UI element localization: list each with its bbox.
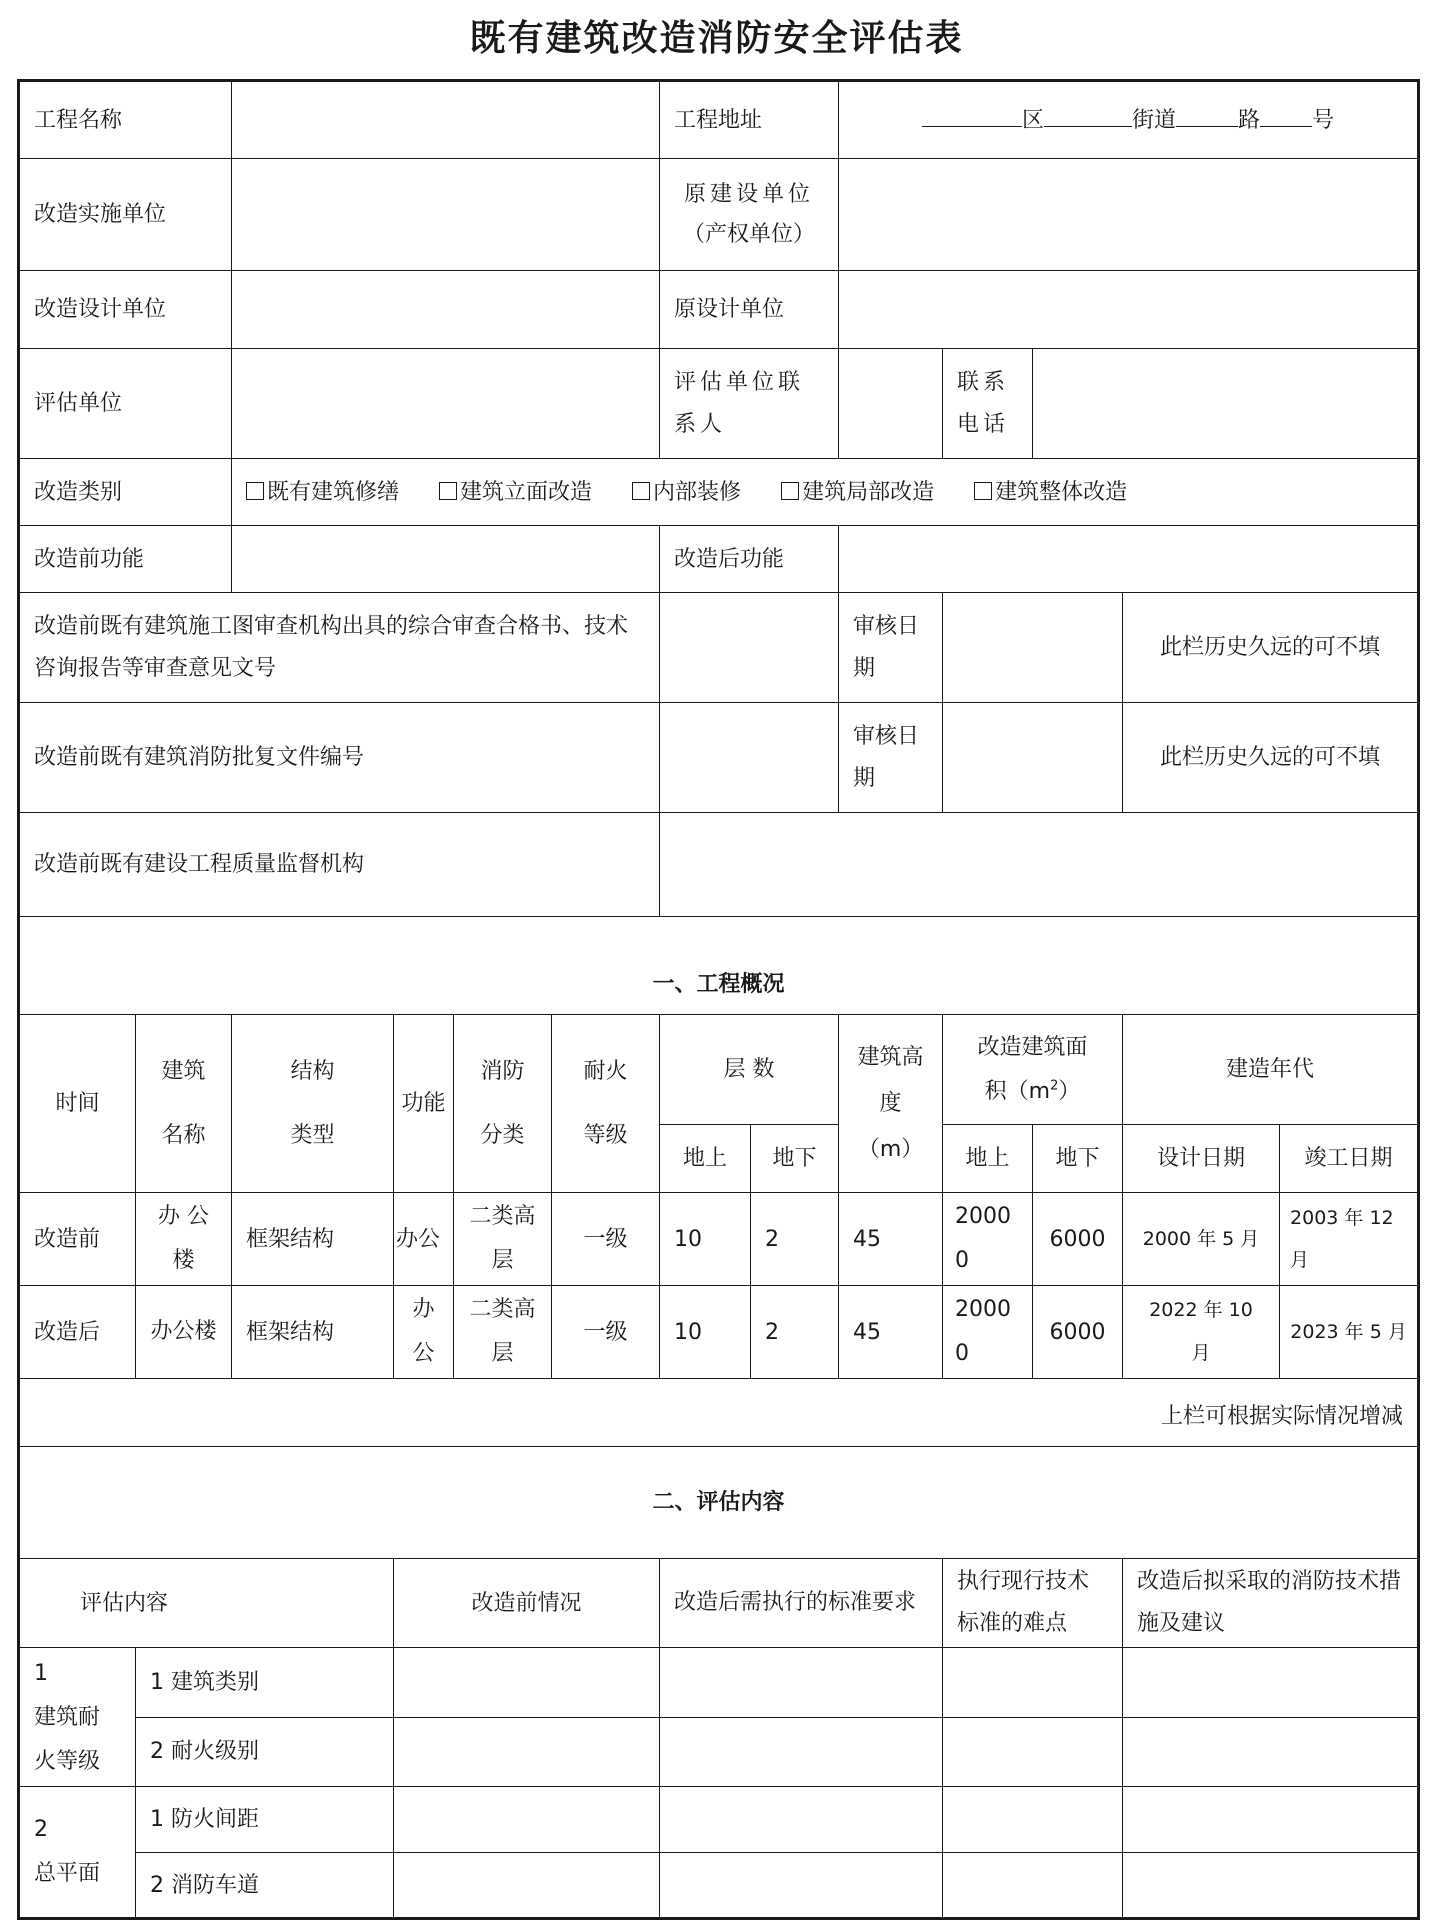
eval-measures-header: 改造后拟采取的消防技术措施及建议 <box>1123 1559 1419 1648</box>
col-area-header: 改造建筑面 积$(m^2)$ <box>943 1015 1123 1125</box>
cell-function: 办公 <box>394 1286 454 1379</box>
eval-contact-value[interactable] <box>839 349 943 459</box>
assessment-table <box>17 79 1420 1920</box>
checkbox[interactable] <box>246 482 264 500</box>
col-era-header: 建造年代 <box>1123 1015 1419 1125</box>
review-cert-value[interactable] <box>660 593 839 703</box>
impl-unit-value[interactable] <box>232 159 660 271</box>
project-name-label: 工程名称 <box>19 81 232 159</box>
fire-approval-value[interactable] <box>660 703 839 813</box>
cell-time: 改造前 <box>19 1193 136 1286</box>
renov-option-whole[interactable]: 建筑整体改造 <box>974 480 1127 505</box>
eval-item-fire-grade: 2 耐火级别 <box>136 1717 394 1787</box>
eval-cell[interactable] <box>660 1787 943 1853</box>
checkbox[interactable] <box>974 482 992 500</box>
table-row <box>19 1717 1419 1787</box>
fire-approval-note: 此栏历史久远的可不填 <box>1123 703 1419 813</box>
eval-cell[interactable] <box>1123 1648 1419 1718</box>
eval-unit-value[interactable] <box>232 349 660 459</box>
cell-design-date: 2000 年 5 月 <box>1123 1193 1280 1286</box>
cell-floors-below: 2 <box>751 1286 839 1379</box>
table-row <box>19 1648 1419 1718</box>
eval-cell[interactable] <box>943 1648 1123 1718</box>
renov-option-facade[interactable]: 建筑立面改造 <box>439 480 592 505</box>
phone-value[interactable] <box>1033 349 1419 459</box>
eval-cell[interactable] <box>394 1853 660 1919</box>
renov-option-interior[interactable]: 内部装修 <box>632 480 741 505</box>
quality-agency-value[interactable] <box>660 813 1419 917</box>
eval-unit-label: 评估单位 <box>19 349 232 459</box>
section1-note: 上栏可根据实际情况增减 <box>19 1379 1419 1447</box>
cell-function: 办公 <box>394 1193 454 1286</box>
cell-area-above: 20000 <box>943 1193 1033 1286</box>
orig-design-label: 原设计单位 <box>660 271 839 349</box>
eval-cell[interactable] <box>394 1648 660 1718</box>
col-floors-above-header: 地上 <box>660 1125 751 1193</box>
eval-item-fire-lane: 2 消防车道 <box>136 1853 394 1919</box>
table-row <box>19 1193 1419 1286</box>
eval-difficulty-header: 执行现行技术标准的难点 <box>943 1559 1123 1648</box>
cell-name: 办公楼 <box>136 1286 232 1379</box>
quality-agency-label: 改造前既有建设工程质量监督机构 <box>19 813 660 917</box>
eval-standard-header: 改造后需执行的标准要求 <box>660 1559 943 1648</box>
eval-before-header: 改造前情况 <box>394 1559 660 1648</box>
form-title: 既有建筑改造消防安全评估表 <box>469 17 964 59</box>
cell-fire-grade: 一级 <box>552 1193 660 1286</box>
col-fire-class-header: 消防 分类 <box>454 1015 552 1193</box>
eval-cell[interactable] <box>943 1787 1123 1853</box>
fire-approval-label: 改造前既有建筑消防批复文件编号 <box>19 703 660 813</box>
checkbox[interactable] <box>632 482 650 500</box>
eval-group-2: 2 总平面 <box>19 1787 136 1919</box>
eval-cell[interactable] <box>660 1648 943 1718</box>
design-unit-label: 改造设计单位 <box>19 271 232 349</box>
approval-date-label: 审核日期 <box>839 703 943 813</box>
approval-date-value[interactable] <box>943 703 1123 813</box>
col-complete-date-header: 竣工日期 <box>1280 1125 1419 1193</box>
cell-structure: 框架结构 <box>232 1286 394 1379</box>
eval-cell[interactable] <box>1123 1717 1419 1787</box>
orig-design-value[interactable] <box>839 271 1419 349</box>
cell-area-below: 6000 <box>1033 1286 1123 1379</box>
review-cert-note: 此栏历史久远的可不填 <box>1123 593 1419 703</box>
eval-cell[interactable] <box>943 1853 1123 1919</box>
section2-heading: 二、评估内容 <box>19 1447 1419 1559</box>
col-function-header: 功能 <box>394 1015 454 1193</box>
checkbox[interactable] <box>439 482 457 500</box>
design-unit-value[interactable] <box>232 271 660 349</box>
col-area-above-header: 地上 <box>943 1125 1033 1193</box>
cell-floors-below: 2 <box>751 1193 839 1286</box>
review-date-value[interactable] <box>943 593 1123 703</box>
orig-builder-value[interactable] <box>839 159 1419 271</box>
cell-area-above: 20000 <box>943 1286 1033 1379</box>
cell-floors-above: 10 <box>660 1286 751 1379</box>
eval-cell[interactable] <box>943 1717 1123 1787</box>
section1-heading: 一、工程概况 <box>19 917 1419 1015</box>
project-name-value[interactable] <box>232 81 660 159</box>
col-structure-header: 结构 类型 <box>232 1015 394 1193</box>
cell-fire-grade: 一级 <box>552 1286 660 1379</box>
eval-cell[interactable] <box>660 1717 943 1787</box>
renov-option-repair[interactable]: 既有建筑修缮 <box>246 480 399 505</box>
col-fire-grade-header: 耐火 等级 <box>552 1015 660 1193</box>
func-before-value[interactable] <box>232 526 660 593</box>
cell-height: 45 <box>839 1193 943 1286</box>
table-row <box>19 1286 1419 1379</box>
col-name-header: 建筑 名称 <box>136 1015 232 1193</box>
review-date-label: 审核日期 <box>839 593 943 703</box>
impl-unit-label: 改造实施单位 <box>19 159 232 271</box>
checkbox[interactable] <box>781 482 799 500</box>
cell-time: 改造后 <box>19 1286 136 1379</box>
eval-cell[interactable] <box>394 1787 660 1853</box>
project-address-value[interactable]: 区 街道 路 号 <box>839 81 1419 159</box>
col-floors-below-header: 地下 <box>751 1125 839 1193</box>
cell-complete-date: 2003 年 12 月 <box>1280 1193 1419 1286</box>
cell-fire-class: 二类高层 <box>454 1193 552 1286</box>
eval-cell[interactable] <box>1123 1853 1419 1919</box>
func-after-label: 改造后功能 <box>660 526 839 593</box>
eval-item-fire-spacing: 1 防火间距 <box>136 1787 394 1853</box>
eval-group-1: 1 建筑耐火等级 <box>19 1648 136 1787</box>
col-design-date-header: 设计日期 <box>1123 1125 1280 1193</box>
cell-area-below: 6000 <box>1033 1193 1123 1286</box>
renov-option-partial[interactable]: 建筑局部改造 <box>781 480 934 505</box>
eval-contact-label: 评估单位联系人 <box>660 349 839 459</box>
cell-height: 45 <box>839 1286 943 1379</box>
eval-cell[interactable] <box>1123 1787 1419 1853</box>
func-after-value[interactable] <box>839 526 1419 593</box>
review-cert-label: 改造前既有建筑施工图审查机构出具的综合审查合格书、技术咨询报告等审查意见文号 <box>19 593 660 703</box>
col-height-header: 建筑高 度 （m） <box>839 1015 943 1193</box>
func-before-label: 改造前功能 <box>19 526 232 593</box>
cell-complete-date: 2023 年 5 月 <box>1280 1286 1419 1379</box>
project-address-label: 工程地址 <box>660 81 839 159</box>
col-time-header: 时间 <box>19 1015 136 1193</box>
table-row <box>19 1787 1419 1853</box>
col-area-below-header: 地下 <box>1033 1125 1123 1193</box>
cell-structure: 框架结构 <box>232 1193 394 1286</box>
eval-cell[interactable] <box>394 1717 660 1787</box>
col-floors-header: 层 数 <box>660 1015 839 1125</box>
renov-type-label: 改造类别 <box>19 459 232 526</box>
orig-builder-label: 原建设单位 （产权单位） <box>660 159 839 271</box>
eval-item-building-category: 1 建筑类别 <box>136 1648 394 1718</box>
phone-label: 联系电话 <box>943 349 1033 459</box>
table-row <box>19 1853 1419 1919</box>
cell-fire-class: 二类高层 <box>454 1286 552 1379</box>
cell-design-date: 2022 年 10 月 <box>1123 1286 1280 1379</box>
cell-name: 办 公楼 <box>136 1193 232 1286</box>
cell-floors-above: 10 <box>660 1193 751 1286</box>
renov-type-options <box>232 459 1419 526</box>
eval-content-header: 评估内容 <box>19 1559 394 1648</box>
eval-cell[interactable] <box>660 1853 943 1919</box>
